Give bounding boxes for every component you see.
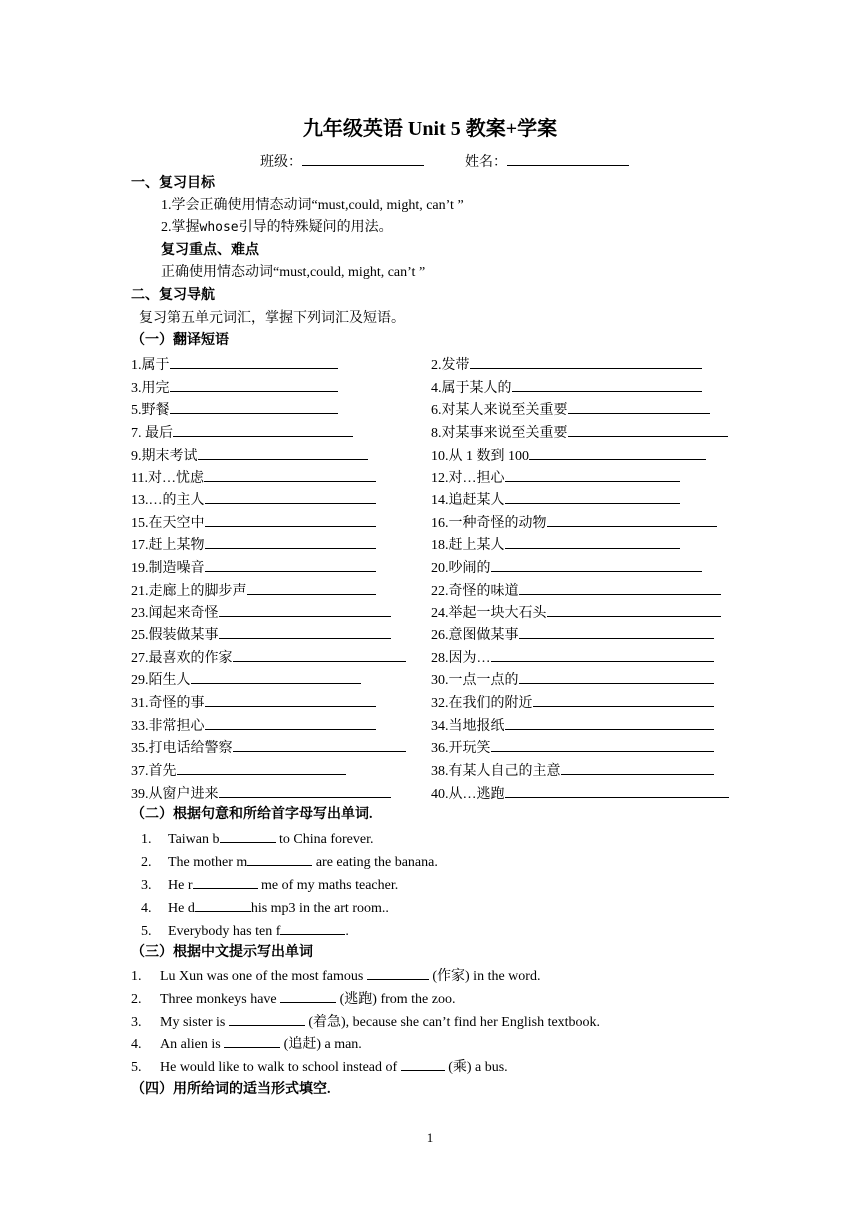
phrase-item [131,581,376,601]
item-text: me of my maths teacher. [257,878,399,893]
item-text: . [345,924,349,939]
item-text: He would like to walk to school instead of [160,1060,401,1075]
answer-blank[interactable] [470,355,702,369]
phrase-item [431,558,702,578]
item-text: Taiwan b [168,832,220,847]
phrase-label: 40.从…逃跑 [431,787,505,802]
phrase-label: 37.首先 [131,764,177,779]
phrase-label: 8.对某事来说至关重要 [431,426,568,441]
phrase-label: 9.期末考试 [131,449,198,464]
key-heading: 复习重点、难点 [161,243,259,258]
phrase-item [431,693,714,713]
answer-blank[interactable] [191,670,361,684]
class-label: 班级： [260,155,302,170]
item-number: 1. [141,832,152,847]
answer-blank[interactable] [519,625,714,639]
item-number: 2. [141,855,152,870]
answer-blank[interactable] [205,693,376,707]
part3-item [131,1057,508,1077]
part2-item [141,852,438,872]
answer-blank[interactable] [219,784,391,798]
phrase-item [431,535,680,555]
answer-blank[interactable] [505,716,714,730]
part2-heading: （二）根据句意和所给首字母写出单词. [131,807,373,822]
answer-blank[interactable] [220,829,276,843]
answer-blank[interactable] [512,378,702,392]
phrase-item [431,784,729,804]
answer-blank[interactable] [519,581,721,595]
item-number: 2. [131,992,142,1007]
part4-heading: （四）用所给词的适当形式填空. [131,1082,331,1097]
phrase-label: 38.有某人自己的主意 [431,764,561,779]
answer-blank[interactable] [229,1012,305,1026]
phrase-label: 29.陌生人 [131,673,191,688]
phrase-label: 23.闻起来奇怪 [131,606,219,621]
phrase-label: 30.一点一点的 [431,673,519,688]
phrase-label: 25.假装做某事 [131,628,219,643]
item-text: Everybody has ten f [168,924,281,939]
phrase-label: 22.奇怪的味道 [431,584,519,599]
phrase-item [131,670,361,690]
part3-heading: （三）根据中文提示写出单词 [131,945,313,960]
phrase-item [131,738,406,758]
answer-blank[interactable] [247,852,312,866]
goal-2-code: whose [199,220,239,235]
item-text: (逃跑) from the zoo. [336,992,456,1007]
phrase-label: 20.吵闹的 [431,561,491,576]
part3-item [131,1034,362,1054]
name-field [465,152,629,172]
phrase-label: 11.对…忧虑 [131,471,204,486]
phrase-label: 27.最喜欢的作家 [131,651,233,666]
answer-blank[interactable] [547,513,717,527]
item-text: are eating the banana. [312,855,438,870]
answer-blank[interactable] [568,423,728,437]
phrase-label: 18.赶上某人 [431,538,505,553]
item-number: 3. [141,878,152,893]
phrase-item [431,603,721,623]
answer-blank[interactable] [505,490,680,504]
name-label: 姓名： [465,155,507,170]
item-number: 5. [141,924,152,939]
phrase-label: 17.赶上某物 [131,538,205,553]
section2-heading: 二、复习导航 [131,288,215,303]
document-title: 九年级英语 Unit 5 教案+学案 [302,118,558,140]
answer-blank[interactable] [529,446,706,460]
name-blank[interactable] [507,152,629,166]
phrase-label: 28.因为… [431,651,491,666]
item-text: (乘) a bus. [444,1060,508,1075]
part3-item [131,1012,600,1032]
answer-blank[interactable] [233,648,406,662]
answer-blank[interactable] [533,693,714,707]
phrase-label: 34.当地报纸 [431,719,505,734]
part1-heading: （一）翻译短语 [131,333,229,348]
item-number: 3. [131,1015,142,1030]
phrase-item [131,468,376,488]
phrase-item [131,603,391,623]
item-text: (追赶) a man. [280,1037,362,1052]
part2-item [141,921,349,941]
phrase-item [131,490,376,510]
phrase-label: 31.奇怪的事 [131,696,205,711]
phrase-item [431,400,710,420]
item-text: An alien is [160,1037,225,1052]
phrase-label: 14.追赶某人 [431,493,505,508]
answer-blank[interactable] [177,761,346,775]
phrase-item [131,513,376,533]
phrase-item [431,716,714,736]
phrase-item [131,693,376,713]
item-text: to China forever. [275,832,374,847]
phrase-item [131,400,338,420]
answer-blank[interactable] [205,558,376,572]
phrase-item [431,513,717,533]
phrase-item [131,378,338,398]
answer-blank[interactable] [491,648,714,662]
item-text: Three monkeys have [160,992,281,1007]
phrase-label: 26.意图做某事 [431,628,519,643]
phrase-label: 1.属于 [131,358,170,373]
phrase-item [431,423,728,443]
answer-blank[interactable] [547,603,721,617]
phrase-item [431,581,721,601]
phrase-label: 7. 最后 [131,426,173,441]
answer-blank[interactable] [173,423,353,437]
phrase-item [131,423,353,443]
key-text: 正确使用情态动词“must,could, might, can’t ” [161,265,426,280]
phrase-label: 10.从 1 数到 100 [431,449,529,464]
page-number: 1 [426,1130,434,1145]
phrase-item [131,625,391,645]
answer-blank[interactable] [205,513,376,527]
phrase-label: 19.制造噪音 [131,561,205,576]
answer-blank[interactable] [205,490,376,504]
goal-1: 1.学会正确使用情态动词“must,could, might, can’t ” [161,198,464,213]
phrase-label: 4.属于某人的 [431,381,512,396]
answer-blank[interactable] [170,400,338,414]
item-text: My sister is [160,1015,229,1030]
answer-blank[interactable] [505,784,729,798]
phrase-item [431,738,714,758]
phrase-label: 2.发带 [431,358,470,373]
answer-blank[interactable] [219,625,391,639]
phrase-item [131,784,391,804]
phrase-label: 33.非常担心 [131,719,205,734]
phrase-item [131,558,376,578]
phrase-item [131,446,368,466]
answer-blank[interactable] [491,738,714,752]
phrase-item [431,490,680,510]
phrase-label: 13.…的主人 [131,493,205,508]
phrase-item [131,648,406,668]
part2-item [141,829,374,849]
phrase-label: 16.一种奇怪的动物 [431,516,547,531]
item-text: The mother m [168,855,248,870]
answer-blank[interactable] [247,581,376,595]
item-number: 4. [131,1037,142,1052]
answer-blank[interactable] [367,966,429,980]
phrase-label: 36.开玩笑 [431,741,491,756]
answer-blank[interactable] [195,898,251,912]
section2-intro: 复习第五单元词汇，掌握下列词汇及短语。 [139,311,405,326]
answer-blank[interactable] [224,1034,280,1048]
item-text: He r [168,878,193,893]
answer-blank[interactable] [568,400,710,414]
item-number: 1. [131,969,142,984]
class-blank[interactable] [302,152,424,166]
answer-blank[interactable] [193,875,258,889]
section1-heading: 一、复习目标 [131,176,215,191]
answer-blank[interactable] [561,761,714,775]
item-number: 4. [141,901,152,916]
phrase-item [431,625,714,645]
item-text: Lu Xun was one of the most famous [160,969,367,984]
phrase-item [431,355,702,375]
item-text: his mp3 in the art room.. [250,901,389,916]
phrase-item [431,670,714,690]
answer-blank[interactable] [505,535,680,549]
phrase-item [131,535,376,555]
goal-2-suffix: 引导的特殊疑问的用法。 [238,220,393,235]
answer-blank[interactable] [401,1057,445,1071]
phrase-item [431,446,706,466]
phrase-item [431,648,714,668]
answer-blank[interactable] [204,468,376,482]
phrase-label: 3.用完 [131,381,170,396]
part3-item [131,989,455,1009]
phrase-item [131,716,376,736]
phrase-label: 21.走廊上的脚步声 [131,584,247,599]
answer-blank[interactable] [280,921,345,935]
item-text: (着急), because she can’t find her English textbook. [304,1015,601,1030]
part3-item [131,966,540,986]
phrase-label: 32.在我们的附近 [431,696,533,711]
answer-blank[interactable] [170,355,338,369]
answer-blank[interactable] [280,989,336,1003]
phrase-item [131,761,346,781]
item-number: 5. [131,1060,142,1075]
goal-2-prefix: 2.掌握 [161,220,200,235]
goal-2 [161,219,393,237]
answer-blank[interactable] [205,535,376,549]
phrase-item [431,378,702,398]
phrase-label: 15.在天空中 [131,516,205,531]
answer-blank[interactable] [205,716,376,730]
answer-blank[interactable] [233,738,406,752]
answer-blank[interactable] [519,670,714,684]
answer-blank[interactable] [491,558,702,572]
phrase-item [431,468,680,488]
phrase-label: 5.野餐 [131,403,170,418]
phrase-item [431,761,714,781]
part2-item [141,898,389,918]
phrase-label: 39.从窗户进来 [131,787,219,802]
answer-blank[interactable] [219,603,391,617]
phrase-label: 35.打电话给警察 [131,741,233,756]
answer-blank[interactable] [170,378,338,392]
phrase-label: 6.对某人来说至关重要 [431,403,568,418]
answer-blank[interactable] [505,468,680,482]
phrase-label: 24.举起一块大石头 [431,606,547,621]
answer-blank[interactable] [198,446,368,460]
phrase-item [131,355,338,375]
phrase-label: 12.对…担心 [431,471,505,486]
item-text: He d [168,901,195,916]
item-text: (作家) in the word. [428,969,541,984]
class-field [260,152,424,172]
part2-item [141,875,398,895]
